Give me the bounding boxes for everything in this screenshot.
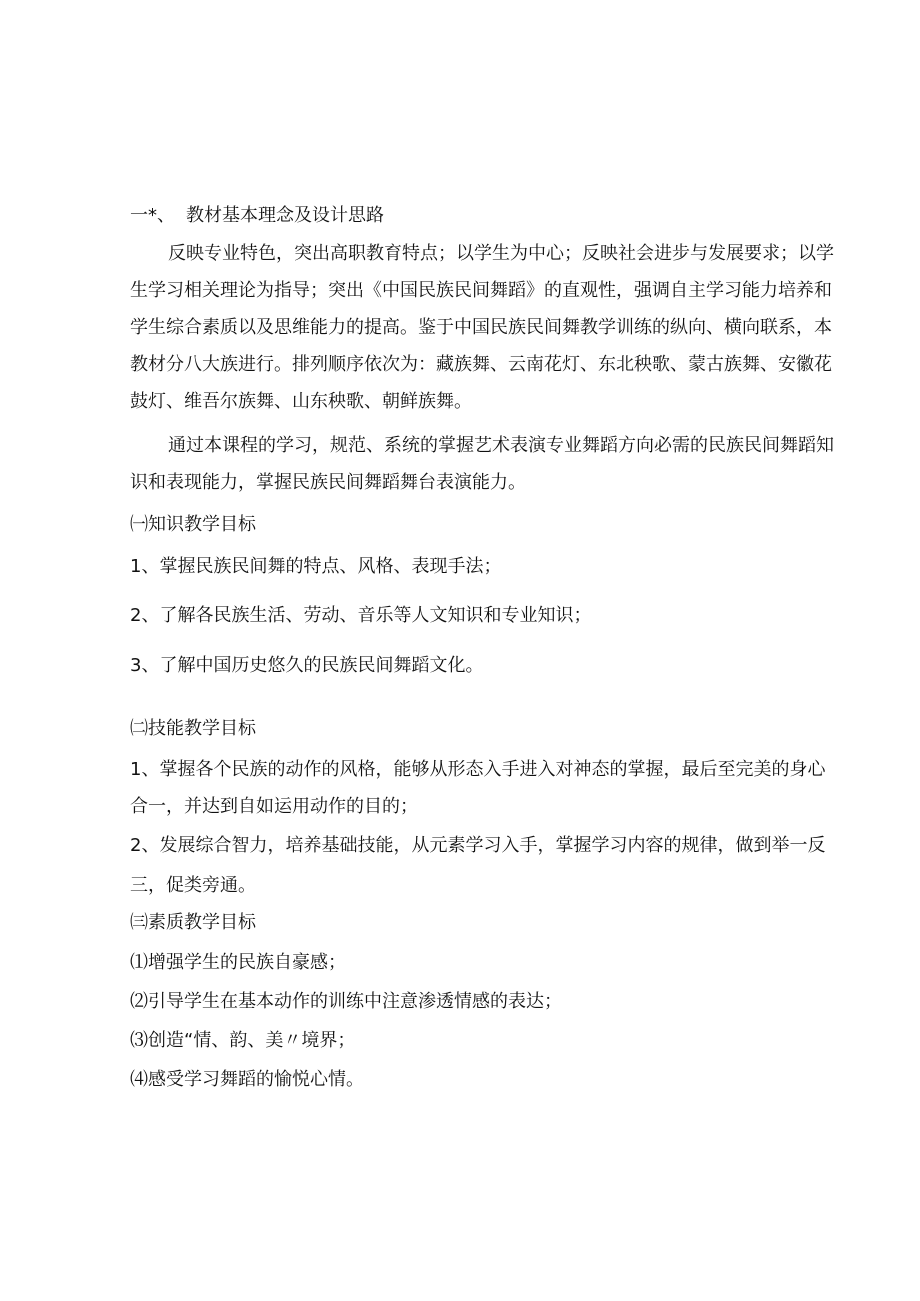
quality-item-3: ⑶创造“情、韵、美〃境界； — [130, 1030, 356, 1051]
skill-item-2-line-1: 2、发展综合智力，培养基础技能，从元素学习入手，掌握学习内容的规律，做到举一反 — [130, 835, 826, 856]
skill-item-1-line-2: 合一，并达到自如运用动作的目的； — [130, 796, 418, 817]
knowledge-item-3: 3、了解中国历史悠久的民族民间舞蹈文化。 — [130, 655, 484, 676]
intro-paragraph-1-line-1: 反映专业特色，突出高职教育特点；以学生为中心；反映社会进步与发展要求；以学 — [168, 243, 834, 264]
section-title: 教材基本理念及设计思路 — [186, 205, 384, 226]
intro-paragraph-1-line-2: 生学习相关理论为指导；突出《中国民族民间舞蹈》的直观性，强调自主学习能力培养和 — [130, 280, 832, 301]
intro-paragraph-1-line-5: 鼓灯、维吾尔族舞、山东秧歌、朝鲜族舞。 — [130, 391, 472, 412]
knowledge-item-1: 1、掌握民族民间舞的特点、风格、表现手法； — [130, 556, 502, 577]
knowledge-item-2: 2、了解各民族生活、劳动、音乐等人文知识和专业知识； — [130, 605, 592, 626]
intro-paragraph-1-line-4: 教材分八大族进行。排列顺序依次为：藏族舞、云南花灯、东北秧歌、蒙古族舞、安徽花 — [130, 354, 832, 375]
quality-heading: ㈢素质教学目标 — [130, 912, 256, 933]
skill-item-1-line-1: 1、掌握各个民族的动作的风格，能够从形态入手进入对神态的掌握，最后至完美的身心 — [130, 759, 826, 780]
intro-paragraph-2-line-2: 识和表现能力，掌握民族民间舞蹈舞台表演能力。 — [130, 472, 526, 493]
quality-item-1: ⑴增强学生的民族自豪感； — [130, 952, 346, 973]
section-number: 一*、 — [130, 205, 175, 226]
intro-paragraph-2-line-1: 通过本课程的学习，规范、系统的掌握艺术表演专业舞蹈方向必需的民族民间舞蹈知 — [168, 435, 834, 456]
skill-item-2-line-2: 三，促类旁通。 — [130, 875, 256, 896]
quality-item-2: ⑵引导学生在基本动作的训练中注意渗透情感的表达； — [130, 991, 562, 1012]
quality-item-4: ⑷感受学习舞蹈的愉悦心情。 — [130, 1069, 364, 1090]
intro-paragraph-1-line-3: 学生综合素质以及思维能力的提高。鉴于中国民族民间舞教学训练的纵向、横向联系，本 — [130, 317, 832, 338]
knowledge-heading: ㈠知识教学目标 — [130, 514, 256, 535]
skill-heading: ㈡技能教学目标 — [130, 718, 256, 739]
